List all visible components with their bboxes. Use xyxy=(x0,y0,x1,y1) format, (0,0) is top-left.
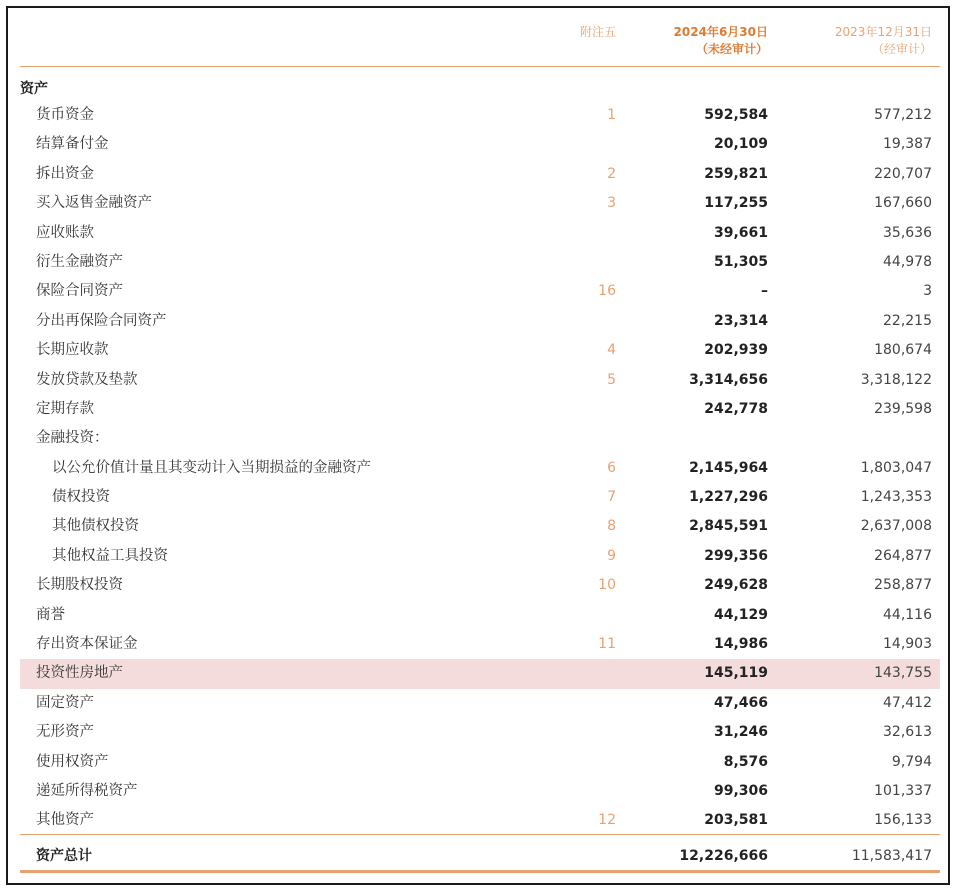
table-row xyxy=(20,307,940,336)
row-note: 6 xyxy=(607,459,616,476)
row-label: 商誉 xyxy=(36,606,65,623)
row-label: 保险合同资产 xyxy=(36,283,123,300)
section-title: 资产 xyxy=(20,81,48,97)
row-label: 投资性房地产 xyxy=(36,665,123,682)
row-current: 47,466 xyxy=(713,694,768,711)
row-note: 2 xyxy=(607,165,616,182)
total-bottom-divider xyxy=(20,870,940,873)
row-label: 定期存款 xyxy=(36,400,94,417)
table-row xyxy=(20,571,940,600)
row-prior: 239,598 xyxy=(874,400,932,417)
row-label: 递延所得税资产 xyxy=(36,782,138,799)
row-prior: 3 xyxy=(923,283,932,300)
row-label: 使用权资产 xyxy=(36,753,109,770)
note-column-header xyxy=(560,24,616,41)
row-prior: 2,637,008 xyxy=(860,518,932,535)
table-row xyxy=(20,748,940,777)
row-prior: 19,387 xyxy=(883,136,932,153)
total-row xyxy=(20,843,940,869)
table-row xyxy=(20,160,940,189)
row-prior: 22,215 xyxy=(883,312,932,329)
current-date: 2024年6月30日 xyxy=(673,25,768,39)
table-row xyxy=(20,512,940,541)
row-current: 249,628 xyxy=(704,577,768,594)
row-prior: 156,133 xyxy=(874,812,932,829)
table-row xyxy=(20,777,940,806)
row-current: 31,246 xyxy=(713,724,768,741)
row-label: 货币资金 xyxy=(36,107,94,123)
row-current: 592,584 xyxy=(704,107,768,123)
row-current: 117,255 xyxy=(704,195,768,212)
current-period-header xyxy=(640,24,768,58)
table-row xyxy=(20,689,940,718)
table-row xyxy=(20,395,940,424)
row-label: 以公允价值计量且其变动计入当期损益的金融资产 xyxy=(52,459,371,476)
row-current: 242,778 xyxy=(704,400,768,417)
table-row xyxy=(20,130,940,159)
row-note: 11 xyxy=(598,636,616,653)
row-prior: 3,318,122 xyxy=(860,371,932,388)
table-row xyxy=(20,366,940,395)
table-row xyxy=(20,189,940,218)
table-row xyxy=(20,483,940,512)
row-prior: 258,877 xyxy=(874,577,932,594)
row-prior: 180,674 xyxy=(874,342,932,359)
prior-period-header xyxy=(790,24,932,58)
row-prior: 143,755 xyxy=(874,665,932,682)
row-label: 分出再保险合同资产 xyxy=(36,312,167,329)
row-current: 259,821 xyxy=(704,165,768,182)
row-current: 202,939 xyxy=(704,342,768,359)
row-label: 买入返售金融资产 xyxy=(36,195,152,212)
row-current: 14,986 xyxy=(713,636,768,653)
row-label: 无形资产 xyxy=(36,724,94,741)
row-label: 衍生金融资产 xyxy=(36,253,123,270)
row-current: 23,314 xyxy=(713,312,768,329)
table-row xyxy=(20,542,940,571)
row-label: 应收账款 xyxy=(36,224,94,241)
current-status: （未经审计） xyxy=(695,42,768,56)
row-current: 203,581 xyxy=(704,812,768,829)
row-prior: 1,243,353 xyxy=(860,489,932,506)
table-row xyxy=(20,101,940,130)
row-prior: 47,412 xyxy=(883,694,932,711)
row-note: 5 xyxy=(607,371,616,388)
table-row xyxy=(20,454,940,483)
row-prior: 14,903 xyxy=(883,636,932,653)
total-top-divider xyxy=(20,834,940,835)
row-current: 8,576 xyxy=(723,753,768,770)
row-label: 拆出资金 xyxy=(36,165,94,182)
row-prior: 44,978 xyxy=(883,253,932,270)
prior-date: 2023年12月31日 xyxy=(834,25,932,39)
row-current: 99,306 xyxy=(713,782,768,799)
row-current: 1,227,296 xyxy=(689,489,768,506)
row-prior: 35,636 xyxy=(883,224,932,241)
row-prior: 9,794 xyxy=(891,753,932,770)
row-current: 2,845,591 xyxy=(689,518,768,535)
row-label: 结算备付金 xyxy=(36,136,109,153)
note-label: 附注五 xyxy=(579,25,616,39)
asset-rows xyxy=(20,101,940,836)
row-current: 20,109 xyxy=(713,136,768,153)
row-prior: 32,613 xyxy=(883,724,932,741)
row-label: 其他债权投资 xyxy=(52,518,139,535)
row-current: 299,356 xyxy=(704,547,768,564)
table-row xyxy=(20,718,940,747)
row-current: 2,145,964 xyxy=(689,459,768,476)
row-prior: 1,803,047 xyxy=(860,459,932,476)
table-row xyxy=(20,601,940,630)
row-label: 其他权益工具投资 xyxy=(52,547,168,564)
row-label: 存出资本保证金 xyxy=(36,636,138,653)
table-header xyxy=(20,24,940,67)
row-label: 其他资产 xyxy=(36,812,94,829)
row-prior: 101,337 xyxy=(874,782,932,799)
row-note: 4 xyxy=(607,342,616,359)
row-prior: 167,660 xyxy=(874,195,932,212)
row-current: 44,129 xyxy=(713,606,768,623)
row-label: 长期股权投资 xyxy=(36,577,123,594)
table-row xyxy=(20,336,940,365)
row-label: 发放贷款及垫款 xyxy=(36,371,138,388)
row-current: 3,314,656 xyxy=(689,371,768,388)
row-current: – xyxy=(761,283,768,300)
row-prior: 220,707 xyxy=(874,165,932,182)
row-current: 51,305 xyxy=(713,253,768,270)
row-current: 145,119 xyxy=(704,665,768,682)
row-note: 12 xyxy=(598,812,616,829)
row-prior: 44,116 xyxy=(883,606,932,623)
row-label: 固定资产 xyxy=(36,694,94,711)
row-note: 9 xyxy=(607,547,616,564)
prior-status: （经审计） xyxy=(871,42,932,56)
subsection-row xyxy=(20,424,940,453)
row-note: 10 xyxy=(598,577,616,594)
total-label: 资产总计 xyxy=(36,848,92,864)
row-note: 3 xyxy=(607,195,616,212)
row-label: 长期应收款 xyxy=(36,342,109,359)
row-prior: 264,877 xyxy=(874,547,932,564)
row-current: 39,661 xyxy=(713,224,768,241)
row-prior: 577,212 xyxy=(874,107,932,123)
table-row xyxy=(20,806,940,835)
total-current: 12,226,666 xyxy=(679,848,768,864)
highlighted-row xyxy=(20,659,940,688)
table-row xyxy=(20,630,940,659)
row-label: 债权投资 xyxy=(52,489,110,506)
row-label: 金融投资： xyxy=(36,430,109,447)
row-note: 1 xyxy=(607,107,616,123)
table-row xyxy=(20,277,940,306)
row-note: 7 xyxy=(607,489,616,506)
total-prior: 11,583,417 xyxy=(851,848,932,864)
table-row xyxy=(20,248,940,277)
table-row xyxy=(20,219,940,248)
row-note: 8 xyxy=(607,518,616,535)
row-note: 16 xyxy=(598,283,616,300)
